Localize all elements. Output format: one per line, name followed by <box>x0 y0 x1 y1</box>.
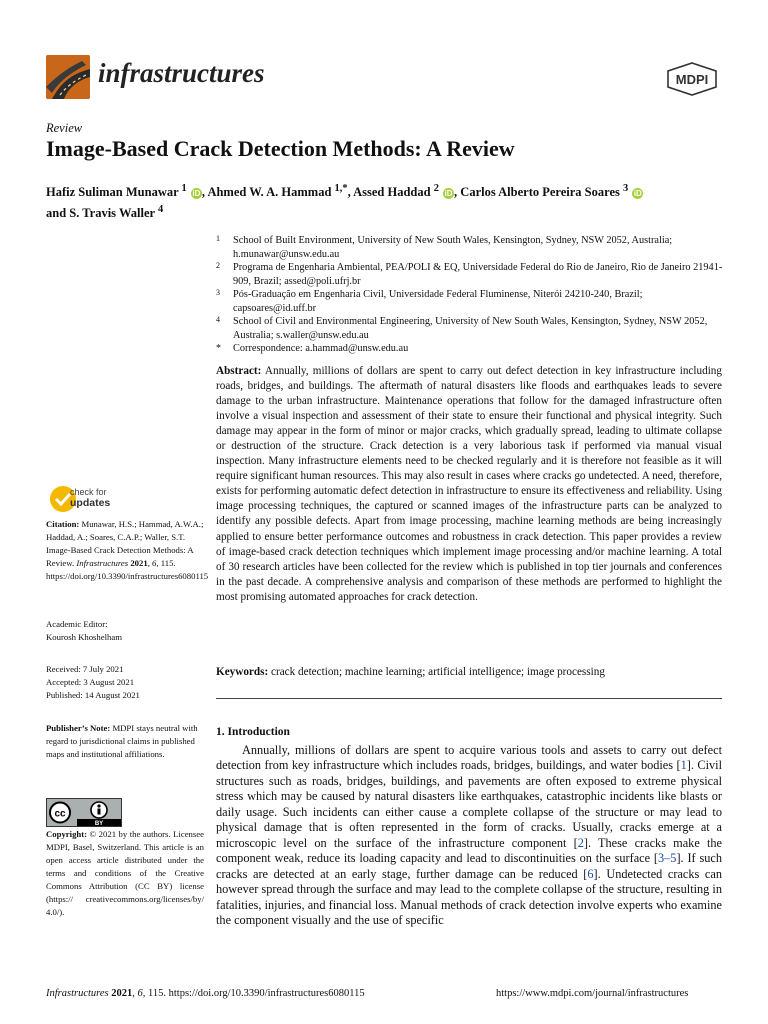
keywords-label: Keywords: <box>216 666 269 678</box>
affiliation-item: 1 School of Built Environment, University of New South Wales, Kensington, Sydney, NSW 2052, Australia; h.munawar@unsw.edu.au <box>216 234 673 260</box>
check-for-updates-button[interactable] <box>48 484 200 514</box>
citation-link[interactable]: 6 <box>587 866 594 881</box>
keywords <box>216 666 722 678</box>
author-name[interactable]: and S. Travis Waller <box>46 206 155 221</box>
received-date: Received: 7 July 2021 <box>46 664 124 674</box>
journal-logo-icon <box>46 55 90 99</box>
author-affiliation-sup: 4 <box>157 204 164 216</box>
copyright-block: Copyright: © 2021 by the authors. Licensee MDPI, Basel, Switzerland. This article is an open access article distributed under the terms and conditions of the Creative Commons Attribution (CC BY) license (https:// creativecommons.org/licenses/by/ 4.0/). <box>46 829 204 917</box>
author-name[interactable]: Carlos Alberto Pereira Soares <box>460 185 620 200</box>
author-affiliation-sup: 1,* <box>334 183 348 194</box>
correspondence: * Correspondence: a.hammad@unsw.edu.au <box>216 343 409 354</box>
cc-by-license-icon[interactable] <box>46 798 122 827</box>
footer-citation[interactable]: Infrastructures 2021, 6, 115. https://doi.org/10.3390/infrastructures6080115 <box>46 988 365 999</box>
author-name[interactable]: Assed Haddad <box>353 185 431 200</box>
abstract <box>216 364 722 605</box>
affiliations <box>216 234 726 356</box>
orcid-icon[interactable]: iD <box>444 188 453 198</box>
publisher-note: Publisher’s Note: MDPI stays neutral with regard to jurisdictional claims in published maps and institutional affiliations. <box>46 723 198 759</box>
cc-by-label: BY <box>94 821 104 826</box>
affiliation-item: 3 Pós-Graduação em Engenharia Civil, Universidade Federal Fluminense, Niterói 24210-240, Brazil; capsoares@id.uff.br <box>216 288 643 314</box>
author-affiliation-sup: 1 <box>181 183 187 194</box>
orcid-icon[interactable]: iD <box>192 188 201 198</box>
section-heading: 1. Introduction <box>216 726 290 738</box>
divider <box>216 698 722 699</box>
published-date: Published: 14 August 2021 <box>46 690 140 700</box>
citation-link[interactable]: 3–5 <box>658 851 677 866</box>
author-name[interactable]: Ahmed W. A. Hammad <box>207 185 332 200</box>
citation-link[interactable]: 1 <box>680 758 687 773</box>
author-name[interactable]: Hafiz Suliman Munawar <box>46 185 179 200</box>
check-updates-line2: updates <box>70 497 111 509</box>
author-list: Hafiz Suliman Munawar $^1$ iD , Ahmed W. A. Hammad $^{1,*}$, Assed Haddad $^2$ iD , Carlos Alberto Pereira Soares $^3$ iD and S. Travis Waller $^4$ <box>46 183 642 221</box>
citation-block: Citation: Munawar, H.S.; Hammad, A.W.A.; Haddad, A.; Soares, C.A.P.; Waller, S.T. Image-Based Crack Detection Methods: A Review. Infrastructures 2021, 6, 115. https://doi.org/10.3390/infrastructures6080115 <box>46 519 209 581</box>
body-paragraph: Annually, millions of dollars are spent to acquire various tools and assets to carry out defect detection from key infrastructure which includes roads, bridges, buildings, and water bodies [1]. Civil structures such as roads, bridges, buildings, and pavements are often exposed to extreme physical stress which may be caused by natural disasters like earthquakes, catastrophic incidents like blasts or daily usage. Such incidents can either cause a complete collapse of the structure or may lead to physical damage that is often represented in the form of cracks. Usually, cracks emerge at a microscopic level on the surface of the infrastructure component [2]. These cracks make the component weak, reduce its loading capacity and lead to discontinuities on the surface [3–5]. If such cracks are detected at an early stage, further damage can be reduced [6]. Undetected cracks can however spread through the surface and may lead to the complete collapse of the structure, resulting in fatalities, injuries, and financial loss. Manual methods of crack detection involve experts who examine the component visually and the use of specific <box>216 743 723 927</box>
citation-link[interactable]: 2 <box>577 835 584 850</box>
journal-name: infrastructures <box>98 58 265 88</box>
article-type: Review <box>46 121 83 135</box>
affiliation-item: 2 Programa de Engenharia Ambiental, PEA/POLI & EQ, Universidade Federal do Rio de Janeiro, Rio de Janeiro 21941-909, Brazil; assed@poli.ufrj.br <box>216 261 723 287</box>
accepted-date: Accepted: 3 August 2021 <box>46 677 135 687</box>
orcid-icon[interactable]: iD <box>633 188 642 198</box>
academic-editor: Academic Editor: Kourosh Khoshelham <box>46 619 123 642</box>
abstract-text: Annually, millions of dollars are spent to carry out defect detection in key infrastructure including roads, bridges, and buildings. The aftermath of natural disasters like floods and earthquakes leads to severe damage to the urban infrastructure. Maintenance operations that follow for the damaged infrastructure often involve a visual inspection and assessment of their state to ensure their functional and physical integrity. Such damage may appear in the form of minor or major cracks, which gradually spread, leading to ultimate collapse or destruction of the structure. Crack detection is a very laborious task if performed via manual visual inspection. Many infrastructure elements need to be checked regularly and it is therefore not feasible as it will require significant human resources. This may also result in cases where cracks go undetected. A need, therefore, exists for performing automatic defect detection in infrastructure to ensure its effectiveness and reliability. Using image processing techniques, the captured or scanned images of the infrastructure parts can be analyzed to identify any possible defects. Apart from image processing, machine learning methods are being increasingly applied to ensure better performance outcomes and robustness in crack detection. This paper provides a review of image-based crack detection techniques which implement image processing and/or machine learning. A total of 30 research articles have been collected for the review which is published in top tier journals and conferences in the past decade. A comprehensive analysis and comparison of these methods are performed to highlight the most promising automated approaches for crack detection. <box>216 365 722 603</box>
mdpi-logo-text: MDPI <box>675 72 709 87</box>
svg-text:cc: cc <box>54 808 66 820</box>
publication-dates <box>46 663 204 702</box>
mdpi-logo[interactable] <box>666 62 718 96</box>
affiliation-item: 4 School of Civil and Environmental Engineering, University of New South Wales, Kensington, Sydney, NSW 2052, Australia; s.waller@unsw.edu.au <box>216 315 708 341</box>
keywords-text: crack detection; machine learning; artificial intelligence; image processing <box>271 666 605 678</box>
footer-journal-url[interactable]: https://www.mdpi.com/journal/infrastructures <box>496 988 689 999</box>
author-affiliation-sup: 2 <box>433 183 439 194</box>
check-updates-line1: check for <box>70 487 107 497</box>
author-affiliation-sup: 3 <box>623 183 629 194</box>
article-title: Image-Based Crack Detection Methods: A Review <box>46 136 515 161</box>
abstract-label: Abstract: <box>216 365 262 377</box>
